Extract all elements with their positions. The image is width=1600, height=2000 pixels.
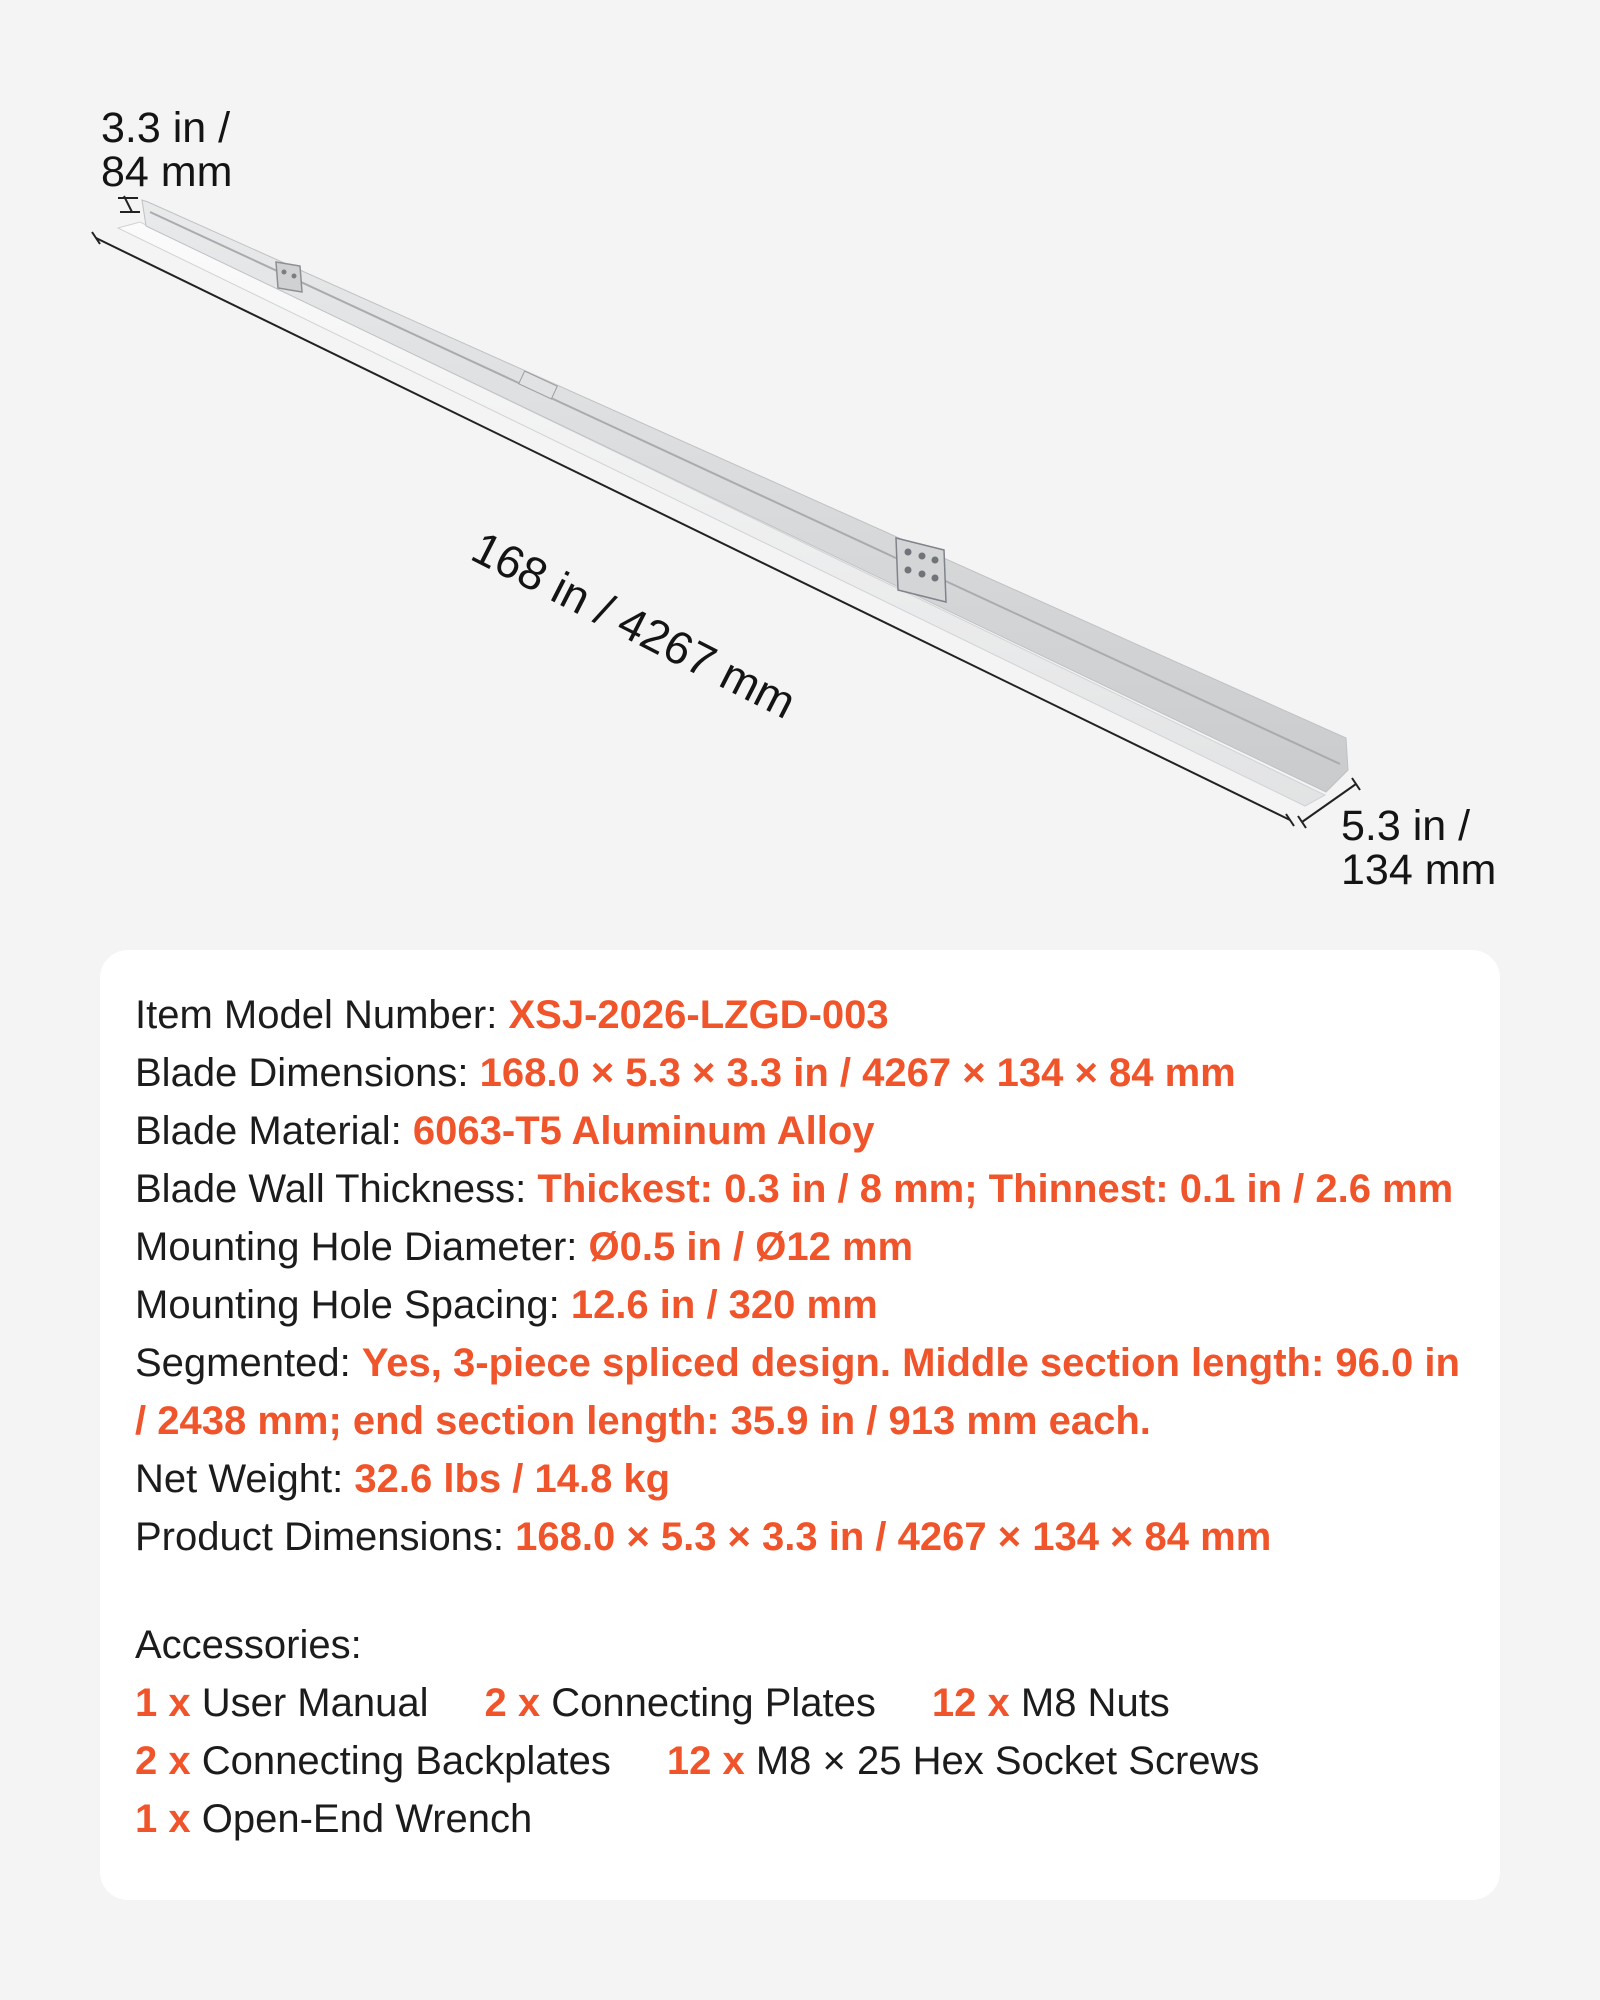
accessory-connecting-plates: [485, 1674, 876, 1732]
accessory-hex-socket-screws: [667, 1732, 1260, 1790]
specifications-card: [100, 950, 1500, 1900]
spec-value: Ø0.5 in / Ø12 mm: [588, 1225, 914, 1269]
accessory-name: Open-End Wrench: [201, 1797, 533, 1841]
spec-label: Mounting Hole Diameter:: [135, 1225, 589, 1269]
spec-model-number: [135, 986, 1475, 1044]
accessories-title: Accessories:: [135, 1623, 362, 1667]
spec-value: Thickest: 0.3 in / 8 mm; Thinnest: 0.1 in / 2.6 mm: [537, 1167, 1454, 1211]
spec-net-weight: [135, 1450, 1475, 1508]
product-figure: [0, 0, 1600, 920]
accessory-name: Connecting Backplates: [201, 1739, 611, 1783]
screed-blade-illustration: [0, 0, 1600, 920]
accessory-quantity: 1 x: [135, 1797, 191, 1841]
width-dimension-imperial: 5.3 in /: [1341, 802, 1471, 850]
length-dimension-line: [92, 232, 1294, 826]
accessory-m8-nuts: [932, 1674, 1170, 1732]
accessory-user-manual: [135, 1674, 429, 1732]
accessory-quantity: 2 x: [484, 1681, 541, 1725]
width-dimension-label: [1341, 804, 1496, 892]
spec-blade-material: [135, 1102, 1475, 1160]
height-dimension-label: [101, 106, 232, 194]
accessory-name: User Manual: [201, 1681, 429, 1725]
spec-value: 12.6 in / 320 mm: [570, 1283, 878, 1327]
spec-label: Product Dimensions:: [135, 1515, 516, 1559]
spec-label: Mounting Hole Spacing:: [135, 1283, 571, 1327]
spec-value: 168.0 × 5.3 × 3.3 in / 4267 × 134 × 84 mm: [479, 1051, 1236, 1095]
spec-blade-dimensions: [135, 1044, 1475, 1102]
accessories-row: [135, 1790, 1475, 1848]
spec-value: 32.6 lbs / 14.8 kg: [354, 1457, 671, 1501]
width-dimension-metric: 134 mm: [1341, 846, 1497, 894]
accessory-open-end-wrench: [135, 1790, 532, 1848]
spec-hole-spacing: [135, 1276, 1475, 1334]
spec-value: 168.0 × 5.3 × 3.3 in / 4267 × 134 × 84 mm: [515, 1515, 1272, 1559]
connecting-plate-left: [276, 262, 302, 292]
spec-value: Yes, 3-piece spliced design. Middle section length: 96.0 in / 2438 mm; end section length: 35.9 in / 913 mm each.: [135, 1341, 1460, 1443]
accessory-name: Connecting Plates: [551, 1681, 876, 1725]
accessory-quantity: 2 x: [135, 1739, 191, 1783]
accessory-quantity: 12 x: [931, 1681, 1010, 1725]
spec-label: Blade Material:: [135, 1109, 413, 1153]
accessory-quantity: 12 x: [666, 1739, 745, 1783]
accessory-connecting-backplates: [135, 1732, 611, 1790]
blade-base-flange: [118, 222, 1325, 806]
height-dimension-marker: [118, 196, 140, 212]
spec-label: Segmented:: [135, 1341, 362, 1385]
height-dimension-imperial: 3.3 in /: [101, 104, 231, 152]
accessories-row: [135, 1674, 1475, 1732]
spec-value: 6063-T5 Aluminum Alloy: [412, 1109, 875, 1153]
accessory-name: M8 × 25 Hex Socket Screws: [755, 1739, 1260, 1783]
accessories-section: [135, 1616, 1475, 1848]
spec-hole-diameter: [135, 1218, 1475, 1276]
spec-value: XSJ-2026-LZGD-003: [508, 993, 889, 1037]
spec-label: Blade Dimensions:: [135, 1051, 480, 1095]
accessory-name: M8 Nuts: [1020, 1681, 1170, 1725]
accessory-quantity: 1 x: [135, 1681, 191, 1725]
spec-label: Blade Wall Thickness:: [135, 1167, 538, 1211]
spec-list: [135, 986, 1475, 1566]
height-dimension-metric: 84 mm: [101, 148, 233, 196]
accessories-row: [135, 1732, 1475, 1790]
spec-wall-thickness: [135, 1160, 1475, 1218]
spec-label: Item Model Number:: [135, 993, 509, 1037]
length-dimension-label: 168 in / 4267 mm: [463, 520, 805, 729]
spec-segmented: [135, 1334, 1475, 1450]
spec-product-dimensions: [135, 1508, 1475, 1566]
spec-label: Net Weight:: [135, 1457, 355, 1501]
